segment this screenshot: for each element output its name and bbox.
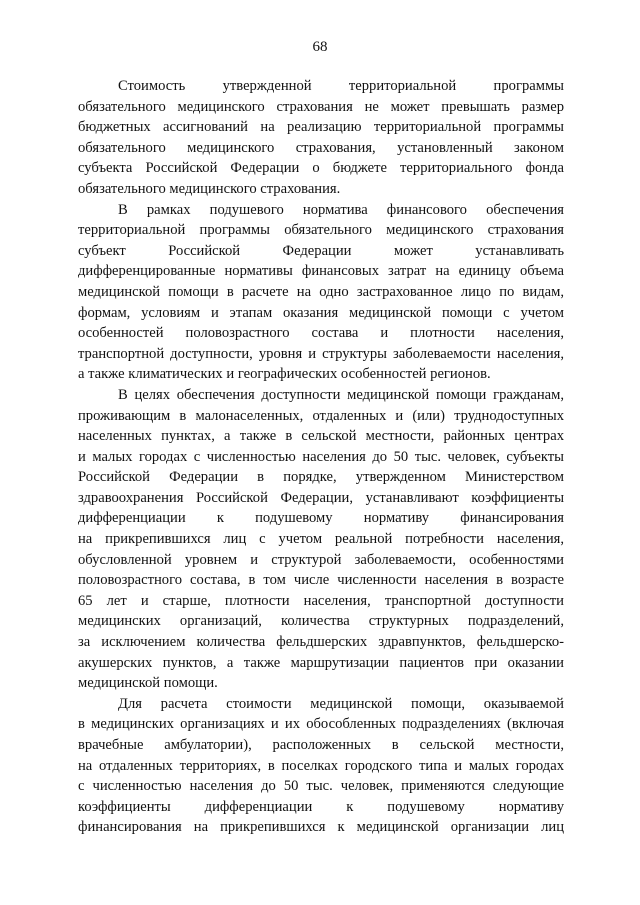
text-line: населенных пунктах, а также в сельской местности, районных центрах [78, 428, 564, 445]
text-line: с численностью населения до 50 тыс. человек, применяются следующие [78, 778, 564, 795]
document-body [78, 76, 564, 838]
text-line: обязательного медицинского страхования. [78, 180, 341, 197]
text-line: а также климатических и географических особенностей регионов. [78, 366, 491, 383]
text-line: Российской Федерации в порядке, утвержденном Министерством [78, 469, 564, 486]
text-line: медицинской помощи. [78, 675, 218, 692]
text-line: финансирования на прикрепившихся к медицинской организации лиц [78, 819, 564, 836]
text-line: субъект Российской Федерации может устанавливать [78, 242, 564, 259]
text-line: и малых городах с численностью населения до 50 тыс. человек, субъекты [78, 448, 564, 465]
text-line: на прикрепившихся лиц с учетом реальной потребности населения, [78, 531, 564, 548]
text-line: в медицинских организациях и их обособленных подразделениях (включая [78, 716, 564, 733]
text-line: транспортной доступности, уровня и структуры заболеваемости населения, [78, 345, 564, 362]
text-line: территориальной программы обязательного медицинского страхования [78, 222, 564, 239]
text-line: бюджетных ассигнований на реализацию территориальной программы [78, 119, 564, 136]
text-line: дифференциации к подушевому нормативу финансирования [78, 510, 564, 527]
text-line: 65 лет и старше, плотности населения, транспортной доступности [78, 592, 564, 609]
paragraph [78, 694, 564, 838]
text-line: обусловленной уровнем и структурой заболеваемости, особенностями [78, 551, 564, 568]
text-line: В рамках подушевого норматива финансового обеспечения [118, 201, 564, 218]
text-line: формам, условиям и этапам оказания медицинской помощи с учетом [78, 304, 564, 321]
text-line: В целях обеспечения доступности медицинской помощи гражданам, [118, 386, 564, 403]
text-line: половозрастного состава, в том числе численности населения в возрасте [78, 572, 564, 589]
text-line: обязательного медицинского страхования не может превышать размер [78, 98, 564, 115]
paragraph [78, 76, 564, 200]
text-line: медицинских организаций, количества структурных подразделений, [78, 613, 564, 630]
text-line: акушерских пунктов, а также маршрутизации пациентов при оказании [78, 654, 564, 671]
text-line: Для расчета стоимости медицинской помощи, оказываемой [118, 695, 564, 712]
text-line: медицинской помощи в расчете на одно застрахованное лицо по видам, [78, 283, 564, 300]
paragraph [78, 200, 564, 385]
text-line: за исключением количества фельдшерских здравпунктов, фельдшерско- [78, 634, 564, 651]
text-line: на отдаленных территориях, в поселках городского типа и малых городах [78, 757, 564, 774]
text-line: проживающим в малонаселенных, отдаленных и (или) труднодоступных [78, 407, 564, 424]
text-line: дифференцированные нормативы финансовых затрат на единицу объема [78, 263, 564, 280]
text-line: коэффициенты дифференциации к подушевому нормативу [78, 798, 564, 815]
page-number: 68 [312, 39, 328, 55]
paragraph [78, 385, 564, 694]
text-line: Стоимость утвержденной территориальной программы [118, 78, 564, 94]
text-line: обязательного медицинского страхования, установленный законом [78, 139, 564, 156]
text-line: здравоохранения Российской Федерации, устанавливают коэффициенты [78, 489, 564, 506]
text-line: субъекта Российской Федерации о бюджете территориального фонда [78, 160, 564, 177]
text-line: особенностей половозрастного состава и плотности населения, [78, 325, 564, 342]
text-line: врачебные амбулатории), расположенных в сельской местности, [78, 737, 564, 753]
